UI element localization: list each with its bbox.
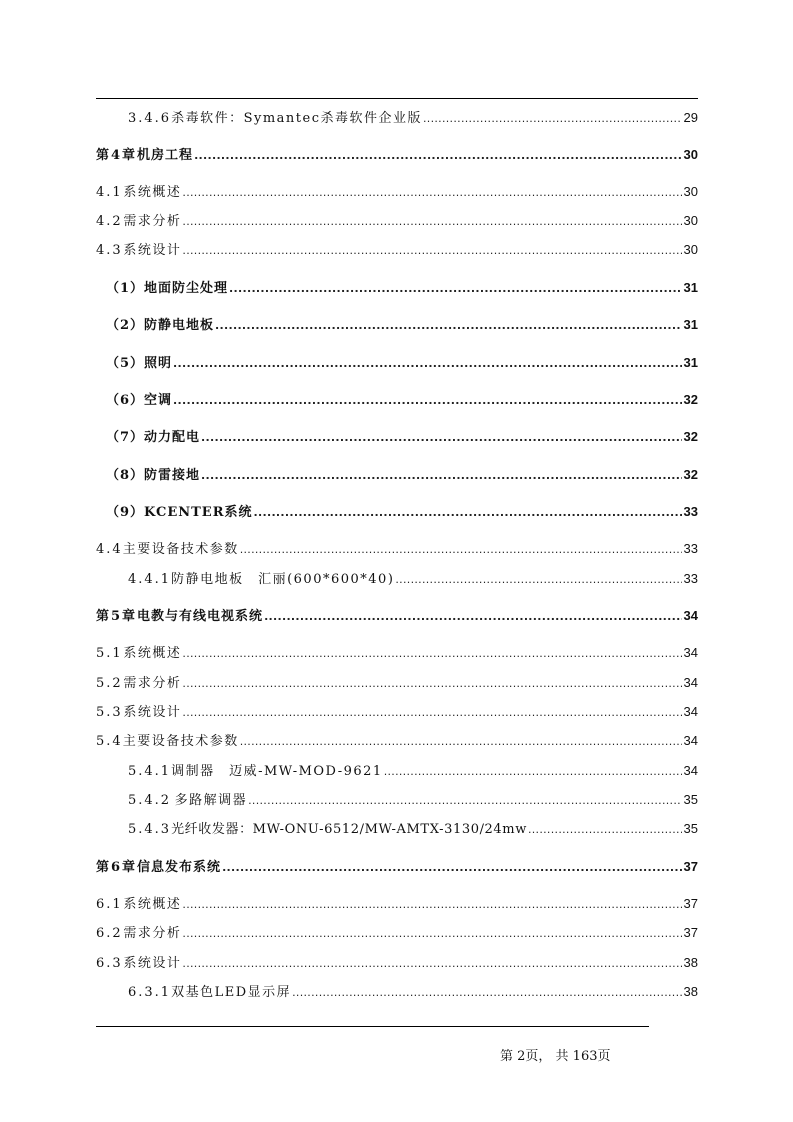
toc-entry-title: （9）KCENTER系统: [106, 505, 253, 520]
toc-entry-title: 主要设备技术参数: [122, 734, 239, 749]
toc-entry-6-3-1[interactable]: [96, 983, 698, 1001]
toc-entry-item-2[interactable]: [96, 316, 698, 334]
toc-entry-page: 29: [683, 110, 698, 125]
toc-entry-page: 34: [683, 608, 698, 623]
dot-leader: [182, 213, 681, 231]
toc-entry-page: 35: [683, 821, 698, 836]
dot-leader: [182, 896, 681, 914]
toc-entry-title: 防静电地板 汇丽(600*600*40): [171, 572, 395, 587]
toc-entry-item-1[interactable]: [96, 279, 698, 297]
dot-leader: [222, 859, 681, 877]
dot-leader: [229, 280, 681, 298]
toc-entry-page: 30: [683, 147, 698, 162]
dot-leader: [173, 355, 681, 373]
dot-leader: [182, 184, 681, 202]
dot-leader: [182, 242, 681, 260]
toc-entry-page: 34: [683, 645, 698, 660]
toc-entry-page: 34: [683, 733, 698, 748]
page-number-footer: 第 2页， 共 163页: [500, 1049, 611, 1064]
toc-entry-title: 系统概述: [123, 897, 182, 912]
dot-leader: [240, 733, 682, 751]
toc-entry-item-9[interactable]: [96, 503, 698, 521]
toc-entry-5-1[interactable]: [96, 644, 698, 662]
toc-entry-title: 系统设计: [123, 705, 182, 720]
toc-entry-number: 4.4: [96, 542, 123, 557]
toc-entry-number: 第5章: [96, 609, 138, 624]
toc-entry-number: 6.1: [96, 897, 123, 912]
toc-entry-5-4[interactable]: [96, 732, 698, 750]
toc-entry-4-2[interactable]: [96, 212, 698, 230]
dot-leader: [292, 984, 681, 1002]
toc-entry-title: （1）地面防尘处理: [106, 281, 229, 296]
dot-leader: [182, 704, 681, 722]
toc-entry-6-3[interactable]: [96, 954, 698, 972]
toc-entry-page: 31: [683, 280, 698, 295]
dot-leader: [215, 317, 681, 335]
toc-entry-number: 4.4.1: [128, 572, 172, 587]
dot-leader: [240, 541, 682, 559]
toc-entry-4-1[interactable]: [96, 183, 698, 201]
toc-entry-5-3[interactable]: [96, 703, 698, 721]
toc-entry-item-7[interactable]: [96, 428, 698, 446]
toc-entry-title: 主要设备技术参数: [122, 542, 239, 557]
toc-entry-page: 32: [683, 392, 698, 407]
header-rule: [96, 98, 698, 99]
toc-entry-page: 34: [683, 763, 698, 778]
toc-entry-page: 32: [683, 467, 698, 482]
toc-entry-title: （6）空调: [106, 393, 173, 408]
toc-entry-page: 32: [683, 429, 698, 444]
toc-entry-title: （5）照明: [106, 356, 173, 371]
dot-leader: [194, 147, 681, 165]
toc-entry-page: 38: [683, 984, 698, 999]
toc-entry-number: 6.3.1: [128, 985, 172, 1000]
toc-entry-title: 调制器 迈威-MW-MOD-9621: [171, 764, 383, 779]
toc-entry-4-4[interactable]: [96, 540, 698, 558]
toc-entry-number: 5.4: [96, 734, 123, 749]
toc-entry-number: 3.4.6: [128, 111, 172, 126]
dot-leader: [528, 821, 682, 839]
toc-entry-page: 31: [683, 317, 698, 332]
toc-entry-number: 4.3: [96, 243, 123, 258]
toc-entry-page: 33: [683, 571, 698, 586]
toc-entry-number: 5.3: [96, 705, 123, 720]
toc-entry-page: 33: [683, 504, 698, 519]
toc-entry-title: 需求分析: [123, 676, 182, 691]
toc-entry-chapter-4[interactable]: [96, 146, 698, 164]
toc-entry-page: 33: [683, 541, 698, 556]
toc-entry-number: 5.4.2: [128, 793, 172, 808]
toc-entry-number: 5.4.1: [128, 764, 172, 779]
dot-leader: [182, 955, 681, 973]
dot-leader: [182, 675, 681, 693]
toc-entry-title: 双基色LED显示屏: [171, 985, 292, 1000]
toc-entry-6-2[interactable]: [96, 924, 698, 942]
toc-entry-5-4-2[interactable]: [96, 791, 698, 809]
toc-entry-item-8[interactable]: [96, 466, 698, 484]
toc-entry-number: 6.2: [96, 926, 123, 941]
dot-leader: [201, 467, 681, 485]
toc-entry-chapter-5[interactable]: [96, 607, 698, 625]
toc-entry-title: 系统设计: [123, 956, 182, 971]
dot-leader: [264, 608, 681, 626]
toc-entry-item-5[interactable]: [96, 354, 698, 372]
toc-entry-item-6[interactable]: [96, 391, 698, 409]
toc-entry-title: 需求分析: [123, 926, 182, 941]
toc-entry-page: 34: [683, 704, 698, 719]
toc-entry-number: 5.2: [96, 676, 123, 691]
toc-entry-4-3[interactable]: [96, 241, 698, 259]
toc-entry-page: 38: [683, 955, 698, 970]
toc-entry-number: 4.2: [96, 214, 123, 229]
toc-entry-title: 信息发布系统: [137, 860, 222, 875]
dot-leader: [384, 763, 682, 781]
dot-leader: [182, 645, 681, 663]
toc-entry-5-4-3[interactable]: [96, 820, 698, 838]
toc-entry-title: 电教与有线电视系统: [137, 609, 264, 624]
dot-leader: [173, 392, 681, 410]
dot-leader: [201, 429, 681, 447]
toc-entry-page: 30: [683, 184, 698, 199]
toc-entry-title: 光纤收发器：MW-ONU-6512/MW-AMTX-3130/24mw: [171, 822, 527, 837]
toc-entry-page: 31: [683, 355, 698, 370]
toc-entry-page: 30: [683, 213, 698, 228]
toc-entry-title: （2）防静电地板: [106, 318, 215, 333]
toc-entry-page: 35: [683, 792, 698, 807]
toc-entry-page: 37: [683, 896, 698, 911]
toc-entry-3-4-6[interactable]: [96, 109, 698, 127]
toc-entry-title: 系统设计: [123, 243, 182, 258]
toc-entry-title: 系统概述: [123, 646, 182, 661]
toc-entry-title: （7）动力配电: [106, 430, 201, 445]
toc-entry-page: 37: [683, 859, 698, 874]
toc-entry-4-4-1[interactable]: [96, 570, 698, 588]
dot-leader: [395, 571, 681, 589]
toc-entry-title: 系统概述: [123, 185, 182, 200]
toc-entry-title: 多路解调器: [174, 793, 248, 808]
toc-entry-5-2[interactable]: [96, 674, 698, 692]
toc-entry-chapter-6[interactable]: [96, 858, 698, 876]
footer-rule: [96, 1026, 649, 1027]
dot-leader: [254, 504, 682, 522]
toc-entry-title: 杀毒软件：Symantec杀毒软件企业版: [171, 111, 422, 126]
toc-entry-title: 需求分析: [123, 214, 182, 229]
toc-entry-6-1[interactable]: [96, 895, 698, 913]
toc-entry-number: 4.1: [96, 185, 123, 200]
toc-entry-page: 30: [683, 242, 698, 257]
dot-leader: [423, 110, 682, 128]
toc-entry-number: 5.1: [96, 646, 123, 661]
toc-entry-number: 6.3: [96, 956, 123, 971]
toc-entry-title: （8）防雷接地: [106, 468, 201, 483]
toc-entry-5-4-1[interactable]: [96, 762, 698, 780]
toc-entry-title: 机房工程: [137, 148, 194, 163]
toc-entry-page: 37: [683, 925, 698, 940]
toc-entry-number: 第4章: [96, 148, 138, 163]
toc-entry-number: 5.4.3: [128, 822, 172, 837]
toc-entry-page: 34: [683, 675, 698, 690]
dot-leader: [182, 925, 681, 943]
dot-leader: [248, 792, 681, 810]
toc-entry-number: 第6章: [96, 860, 138, 875]
